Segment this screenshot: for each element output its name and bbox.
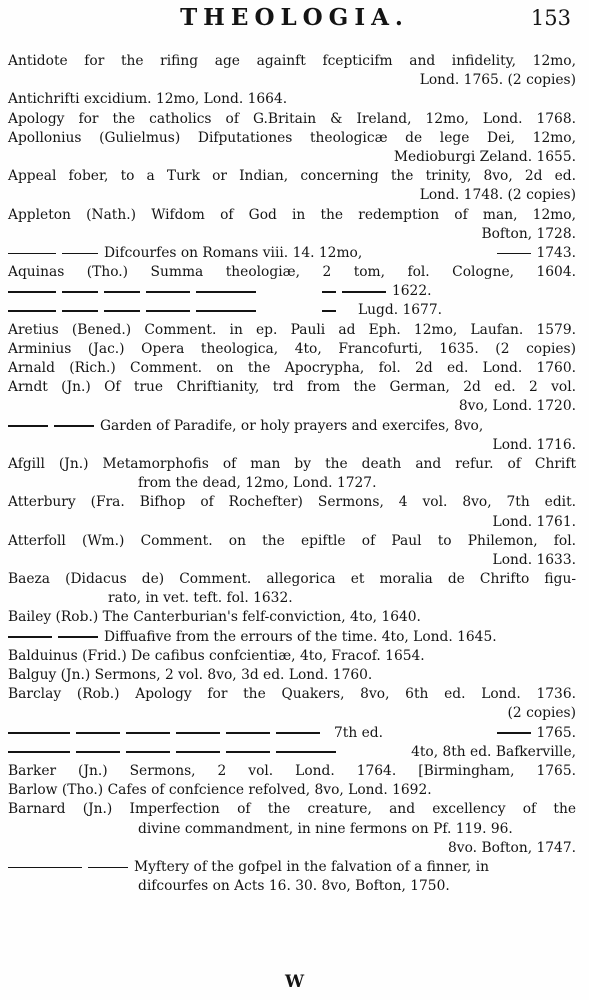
- entry-line: 4to, 8th ed. Bafkerville,: [8, 743, 576, 762]
- ditto-rule: [8, 751, 70, 753]
- entry-line: Apology for the catholics of G.Britain & Ireland, 12mo, Lond. 1768.: [8, 110, 576, 127]
- ditto-rule: [322, 310, 336, 312]
- entry-line: Appleton (Nath.) Wifdom of God in the redemption of man, 12mo,: [8, 206, 576, 223]
- ditto-rule: [146, 310, 190, 312]
- entry-line: Difcourfes on Romans viii. 14. 12mo, 1743.: [8, 244, 576, 263]
- ditto-rule: [8, 310, 56, 312]
- ditto-rule: [76, 751, 120, 753]
- entry-line: Aquinas (Tho.) Summa theologiæ, 2 tom, fol. Cologne, 1604.: [8, 264, 576, 281]
- entry-line: Antichrifti excidium. 12mo, Lond. 1664.: [8, 91, 288, 108]
- ditto-rule: [8, 732, 70, 734]
- ditto-rule: [196, 291, 256, 293]
- entry-line: Lond. 1633.: [492, 551, 576, 568]
- entry-line: Aretius (Bened.) Comment. in ep. Pauli ad Eph. 12mo, Laufan. 1579.: [8, 321, 576, 338]
- entry-line: Appeal fober, to a Turk or Indian, concerning the trinity, 8vo, 2d ed.: [8, 168, 576, 185]
- ditto-rule: [104, 310, 140, 312]
- entry-line: Bofton, 1728.: [481, 225, 576, 242]
- entry-line: Lond. 1761.: [492, 513, 576, 530]
- ditto-rule: [8, 867, 82, 869]
- entry-line: 8vo. Bofton, 1747.: [448, 839, 576, 856]
- ditto-rule: [8, 425, 48, 427]
- entry-line: rato, in vet. teft. fol. 1632.: [108, 590, 293, 607]
- ditto-rule: [62, 253, 98, 255]
- entry-line: Apollonius (Gulielmus) Difputationes theologicæ de lege Dei, 12mo,: [8, 129, 576, 146]
- entry-line: Lugd. 1677.: [8, 301, 576, 320]
- entry-line: Atterbury (Fra. Bifhop of Rochefter) Sermons, 4 vol. 8vo, 7th edit.: [8, 494, 576, 511]
- entry-line: Bailey (Rob.) The Canterburian's felf-conviction, 4to, 1640.: [8, 609, 421, 626]
- entry-line: Barlow (Tho.) Cafes of confcience refolved, 8vo, Lond. 1692.: [8, 782, 432, 799]
- ditto-rule: [176, 732, 220, 734]
- ditto-rule: [322, 291, 336, 293]
- ditto-rule: [126, 751, 170, 753]
- entry-line: Balduinus (Frid.) De cafibus confcientiæ, 4to, Fracof. 1654.: [8, 647, 425, 664]
- ditto-rule: [196, 310, 256, 312]
- entry-line: Lond. 1748. (2 copies): [419, 187, 576, 204]
- ditto-rule: [176, 751, 220, 753]
- entry-line: Arndt (Jn.) Of true Chriftianity, trd from the German, 2d ed. 2 vol.: [8, 379, 576, 396]
- ditto-rule: [276, 751, 336, 753]
- entry-line: Myftery of the gofpel in the falvation of a finner, in: [8, 858, 576, 877]
- entry-line: Arminius (Jac.) Opera theologica, 4to, Francofurti, 1635. (2 copies): [8, 340, 576, 357]
- ditto-rule: [276, 732, 320, 734]
- ditto-rule: [342, 291, 386, 293]
- ditto-rule: [54, 425, 94, 427]
- entry-line: Arnald (Rich.) Comment. on the Apocrypha, fol. 2d ed. Lond. 1760.: [8, 360, 576, 376]
- entry-line: divine commandment, in nine fermons on Pf. 119. 96.: [138, 820, 513, 837]
- entry-line: Afgill (Jn.) Metamorphofis of man by the death and refur. of Chrift: [8, 455, 576, 472]
- ditto-rule: [88, 867, 128, 869]
- running-head-title: THEOLOGIA.: [180, 4, 409, 31]
- entry-line: Antidote for the rifing age againft fcepticifm and infidelity, 12mo,: [8, 53, 576, 69]
- ditto-rule: [62, 310, 98, 312]
- entry-line: Diffuafive from the errours of the time. 4to, Lond. 1645.: [8, 628, 576, 647]
- entry-line: Baeza (Didacus de) Comment. allegorica et moralia de Chrifto figu-: [8, 571, 576, 588]
- ditto-rule: [497, 253, 531, 255]
- signature-mark: W: [284, 972, 305, 992]
- entry-line: Medioburgi Zeland. 1655.: [393, 148, 576, 165]
- ditto-rule: [104, 291, 140, 293]
- entry-line: Barnard (Jn.) Imperfection of the creature, and excellency of the: [8, 801, 576, 818]
- ditto-rule: [8, 253, 56, 255]
- entry-line: Lond. 1716.: [492, 436, 576, 453]
- entry-list: [8, 52, 576, 896]
- entry-line: Garden of Paradife, or holy prayers and exercifes, 8vo,: [8, 417, 576, 436]
- ditto-rule: [146, 291, 190, 293]
- ditto-rule: [62, 291, 98, 293]
- ditto-rule: [126, 732, 170, 734]
- entry-line: 1622.: [8, 282, 576, 301]
- page-number: 153: [530, 6, 571, 30]
- ditto-rule: [76, 732, 120, 734]
- ditto-rule: [226, 751, 270, 753]
- entry-line: Lond. 1765. (2 copies): [419, 72, 576, 89]
- ditto-rule: [58, 636, 98, 638]
- entry-line: Barker (Jn.) Sermons, 2 vol. Lond. 1764. [Birmingham, 1765.: [8, 762, 576, 779]
- entry-line: Balguy (Jn.) Sermons, 2 vol. 8vo, 3d ed. Lond. 1760.: [8, 667, 373, 683]
- ditto-rule: [497, 732, 531, 734]
- entry-line: Atterfoll (Wm.) Comment. on the epiftle of Paul to Philemon, fol.: [8, 532, 576, 549]
- entry-line: 7th ed. 1765.: [8, 724, 576, 743]
- entry-line: from the dead, 12mo, Lond. 1727.: [138, 475, 377, 492]
- ditto-rule: [8, 636, 52, 638]
- entry-line: difcourfes on Acts 16. 30. 8vo, Bofton, 1750.: [138, 878, 450, 895]
- entry-line: (2 copies): [507, 705, 576, 722]
- ditto-rule: [8, 291, 56, 293]
- entry-line: 8vo, Lond. 1720.: [458, 398, 576, 415]
- entry-line: Barclay (Rob.) Apology for the Quakers, 8vo, 6th ed. Lond. 1736.: [8, 686, 576, 703]
- ditto-rule: [226, 732, 270, 734]
